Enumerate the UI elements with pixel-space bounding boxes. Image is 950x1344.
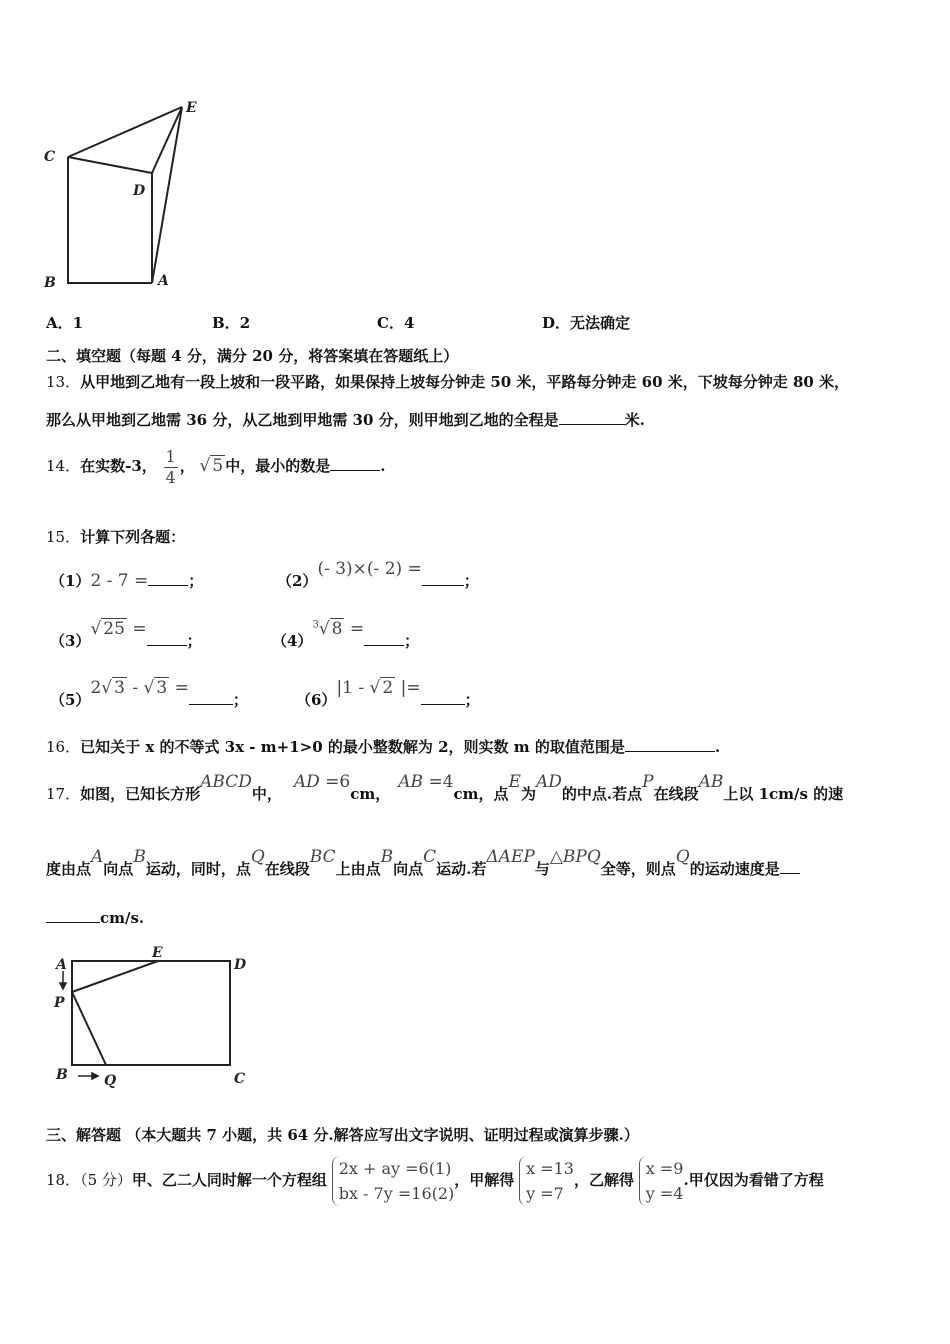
question-18: 18．（5 分）甲、乙二人同时解一个方程组 2x + ay =6(1) bx - 7y =16(2) ，甲解得 x =13 y =7 ，乙解得 x =9 y =4 .甲仅因为看错了方程 — [46, 1150, 824, 1210]
answer-blank[interactable] — [330, 456, 380, 471]
question-14: 14．在实数-3， $\frac{1}{4}$ ， √ 5 中，最小的数是 . — [46, 446, 386, 487]
option-a[interactable] — [46, 312, 83, 333]
q15-item-1: （1）2 - 7 = ； — [50, 571, 204, 591]
answer-blank-part-1[interactable] — [780, 859, 800, 874]
answer-blank[interactable] — [189, 690, 233, 705]
q15-item-2: （2）(- 3)×(- 2) =； — [277, 559, 479, 590]
answer-blank-part-2[interactable] — [46, 908, 100, 923]
option-text: 1 — [72, 314, 84, 332]
answer-blank[interactable] — [625, 737, 715, 752]
fig1-edge-cd — [68, 157, 152, 173]
fig1-edge-de — [152, 107, 182, 173]
fig2-label-e: E — [152, 945, 163, 961]
fig2-label-q: Q — [104, 1073, 117, 1089]
option-letter: B． — [212, 314, 240, 332]
answer-blank[interactable] — [422, 571, 464, 586]
question-15-title: 15．计算下列各题： — [46, 528, 186, 546]
fraction: $\frac{1}{4}$ — [165, 446, 176, 487]
question-17-line-2: 度由点A向点B运动，同时，点Q在线段BC上由点B向点C运动.若ΔAEP与△BPQ全等，则点Q的运动速度是 — [46, 858, 800, 879]
fig1-edge-cba — [68, 157, 152, 283]
q15-item-4: $(4)^3√$ 8 =； — [272, 619, 420, 650]
fig1-label-b: B — [44, 275, 56, 291]
question-13-line-1: 13．从甲地到乙地有一段上坡和一段平路，如果保持上坡每分钟走 50 米，平路每分钟走 60 米，下坡每分钟走 80 米， — [46, 373, 850, 391]
fig2-label-d: D — [234, 957, 247, 973]
fig2-segment-pq — [72, 992, 106, 1065]
solution-yi: x =9 y =4 — [639, 1156, 684, 1206]
fig1-edge-ae — [152, 107, 182, 283]
section-3-title: 三、解答题 （本大题共 7 小题，共 64 分.解答应写出文字说明、证明过程或演算步骤.） — [46, 1126, 639, 1144]
answer-blank[interactable] — [421, 690, 465, 705]
fig2-arrowhead-down — [60, 983, 66, 989]
equation-system: 2x + ay =6(1) bx - 7y =16(2) — [332, 1156, 455, 1206]
option-letter: D． — [542, 314, 571, 332]
q15-item-6: （6）|1 - √ 2 |=； — [296, 678, 480, 709]
q15-item-5: （5）2√ 3 - √ 3 =； — [50, 678, 248, 709]
figure-2-rectangle — [48, 945, 258, 1095]
fig1-label-e: E — [186, 100, 197, 116]
option-letter: C． — [377, 314, 404, 332]
solution-jia: x =13 y =7 — [519, 1156, 574, 1206]
answer-blank[interactable] — [364, 631, 404, 646]
fig2-label-p: P — [54, 995, 65, 1011]
fig1-label-d: D — [133, 183, 146, 199]
option-text: 4 — [403, 314, 415, 332]
sqrt-expression: √ 5 — [199, 456, 224, 476]
option-letter: A． — [46, 314, 73, 332]
option-b[interactable] — [212, 312, 250, 333]
option-text: 无法确定 — [570, 314, 631, 332]
fig2-arrowhead-right — [92, 1073, 98, 1079]
question-17-line-1: 17．如图，已知长方形ABCD中，AD =6cm，AB =4cm，点E为AD的中点.若点P在线段AB上以 1cm/s 的速 — [46, 772, 844, 803]
option-c[interactable] — [377, 312, 414, 333]
answer-blank[interactable] — [559, 410, 625, 425]
fig2-label-a: A — [56, 957, 67, 973]
question-17-line-3: cm/s. — [46, 908, 144, 927]
q15-item-3: （3）√ 25 =； — [50, 619, 202, 650]
answer-blank[interactable] — [147, 631, 187, 646]
question-13-line-2: 那么从甲地到乙地需 36 分，从乙地到甲地需 30 分，则甲地到乙地的全程是 米. — [46, 411, 645, 429]
fig2-segment-pe — [72, 961, 158, 992]
option-d[interactable] — [542, 312, 630, 333]
answer-blank[interactable] — [148, 571, 188, 586]
fig1-label-c: C — [44, 149, 56, 165]
figure-1-quadrilateral — [40, 95, 210, 295]
question-16: 16．已知关于 x 的不等式 3x - m+1>0 的最小整数解为 2，则实数 m 的取值范围是 . — [46, 738, 721, 756]
option-text: 2 — [239, 314, 251, 332]
fig2-label-b: B — [56, 1067, 68, 1083]
fig1-label-a: A — [158, 273, 169, 289]
section-2-title: 二、填空题（每题 4 分，满分 20 分，将答案填在答题纸上） — [46, 347, 459, 365]
fig2-rect-abcd — [72, 961, 230, 1065]
fig2-label-c: C — [234, 1071, 246, 1087]
fig1-edge-ce — [68, 107, 182, 157]
